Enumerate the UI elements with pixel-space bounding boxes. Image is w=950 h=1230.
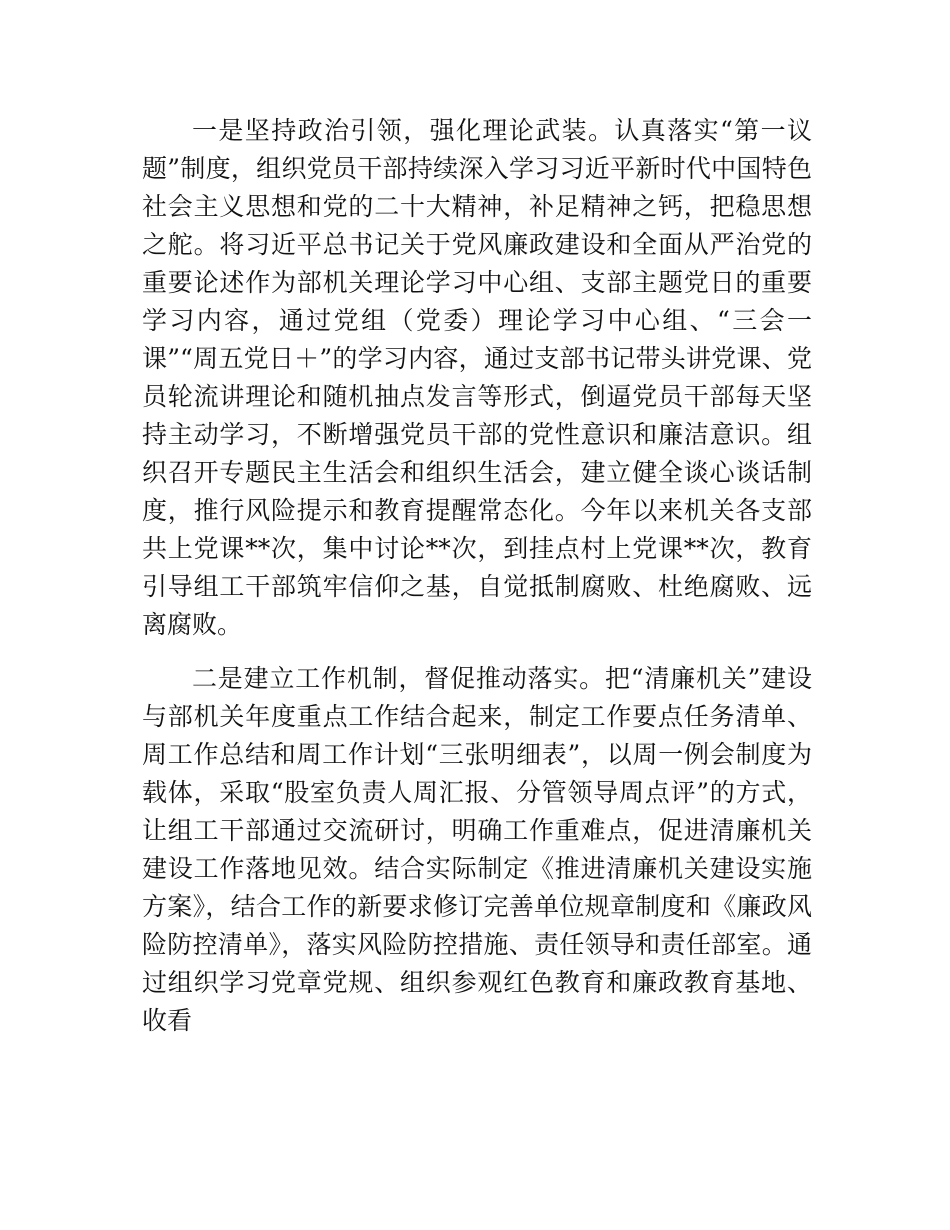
document-body — [142, 112, 812, 1056]
paragraph-work-mechanism: 二是建立工作机制，督促推动落实。把“清廉机关”建设与部机关年度重点工作结合起来，制定工作要点任务清单、周工作总结和周工作计划“三张明细表”，以周一例会制度为载体，采取“股室负责人周汇报、分管领导周点评”的方式，让组工干部通过交流研讨，明确工作重难点，促进清廉机关建设工作落地见效。结合实际制定《推进清廉机关建设实施方案》，结合工作的新要求修订完善单位规章制度和《廉政风险防控清单》，落实风险防控措施、责任领导和责任部室。通过组织学习党章党规、组织参观红色教育和廉政教育基地、收看 — [142, 664, 812, 1035]
paragraph-political-guidance: 一是坚持政治引领，强化理论武装。认真落实“第一议题”制度，组织党员干部持续深入学习习近平新时代中国特色社会主义思想和党的二十大精神，补足精神之钙，把稳思想之舵。将习近平总书记关于党风廉政建设和全面从严治党的重要论述作为部机关理论学习中心组、支部主题党日的重要学习内容，通过党组（党委）理论学习中心组、“三会一课”“周五党日＋”的学习内容，通过支部书记带头讲党课、党员轮流讲理论和随机抽点发言等形式，倒逼党员干部每天坚持主动学习，不断增强党员干部的党性意识和廉洁意识。组织召开专题民主生活会和组织生活会，建立健全谈心谈话制度，推行风险提示和教育提醒常态化。今年以来机关各支部共上党课**次，集中讨论**次，到挂点村上党课**次，教育引导组工干部筑牢信仰之基，自觉抵制腐败、杜绝腐败、远离腐败。 — [142, 116, 812, 639]
